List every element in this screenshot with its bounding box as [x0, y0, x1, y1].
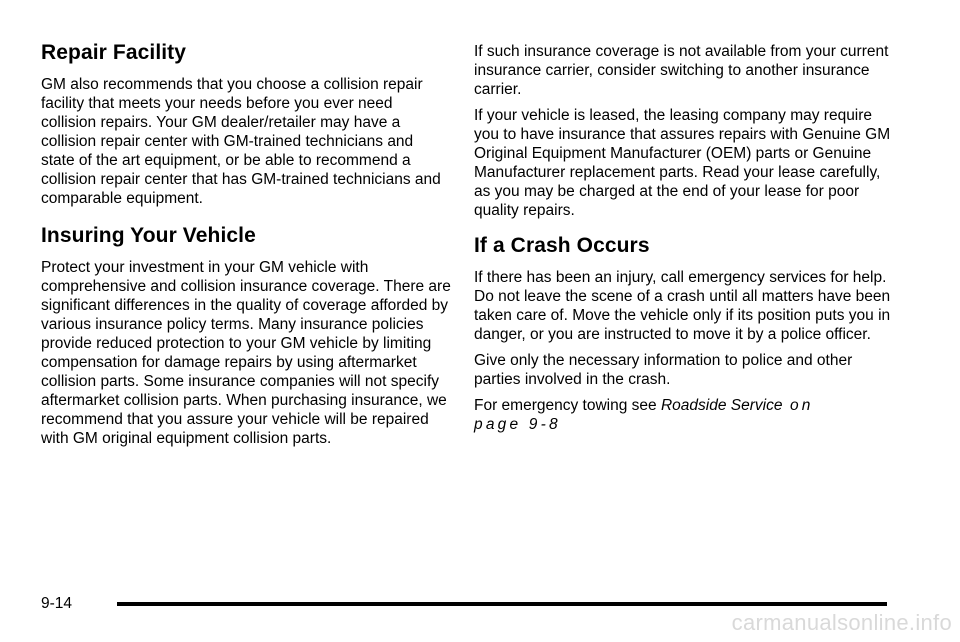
towing-reference-paragraph — [474, 396, 894, 434]
repair-facility-paragraph: GM also recommends that you choose a collision repair facility that meets your needs before you ever need collision repairs. Your GM dealer/retailer may have a collision repair center with GM-trained technicians and state of the art equipment, or be able to recommend a collision repair center that has GM-trained technicians and comparable equipment. — [41, 76, 441, 207]
towing-prefix: For emergency towing see — [474, 397, 661, 414]
section-heading-crash-occurs: If a Crash Occurs — [474, 234, 650, 257]
page-number: 9-14 — [41, 595, 73, 612]
information-paragraph: Give only the necessary information to police and other parties involved in the crash. — [474, 352, 853, 388]
footer-rule — [117, 602, 887, 606]
right-column — [474, 42, 894, 441]
insuring-vehicle-paragraph: Protect your investment in your GM vehicle with comprehensive and collision insurance coverage. There are significant differences in the quality of coverage afforded by various insurance policy terms. Many insurance policies provide reduced protection to your GM vehicle by limiting compensation for damage repairs by using aftermarket collision parts. Some insurance companies will not specify aftermarket collision parts. When purchasing insurance, we recommend that you assure your vehicle will be repaired with GM original equipment collision parts. — [41, 259, 451, 447]
roadside-service-page-ref-on[interactable]: on — [782, 397, 814, 414]
roadside-service-link[interactable]: Roadside Service — [660, 397, 783, 414]
leased-vehicle-paragraph: If your vehicle is leased, the leasing company may require you to have insurance that assures repairs with Genuine GM Original Equipment Manufacturer (OEM) parts or Genuine Manufacturer replacement parts. Read your lease carefully, as you may be charged at the end of your lease for poor quality repairs. — [474, 107, 891, 219]
injury-paragraph: If there has been an injury, call emergency services for help. Do not leave the scene of a crash until all matters have been taken care of. Move the vehicle only if its position puts you in danger, or you are instructed to move it by a police officer. — [474, 269, 891, 343]
section-heading-insuring-vehicle: Insuring Your Vehicle — [41, 224, 256, 247]
section-heading-repair-facility: Repair Facility — [41, 41, 187, 64]
watermark: carmanualsonline.info — [731, 610, 952, 635]
insurance-carrier-paragraph: If such insurance coverage is not available from your current insurance carrier, consider switching to another insurance carrier. — [474, 43, 889, 98]
roadside-service-page-ref[interactable]: page 9-8 — [474, 416, 561, 433]
left-column — [41, 40, 451, 455]
